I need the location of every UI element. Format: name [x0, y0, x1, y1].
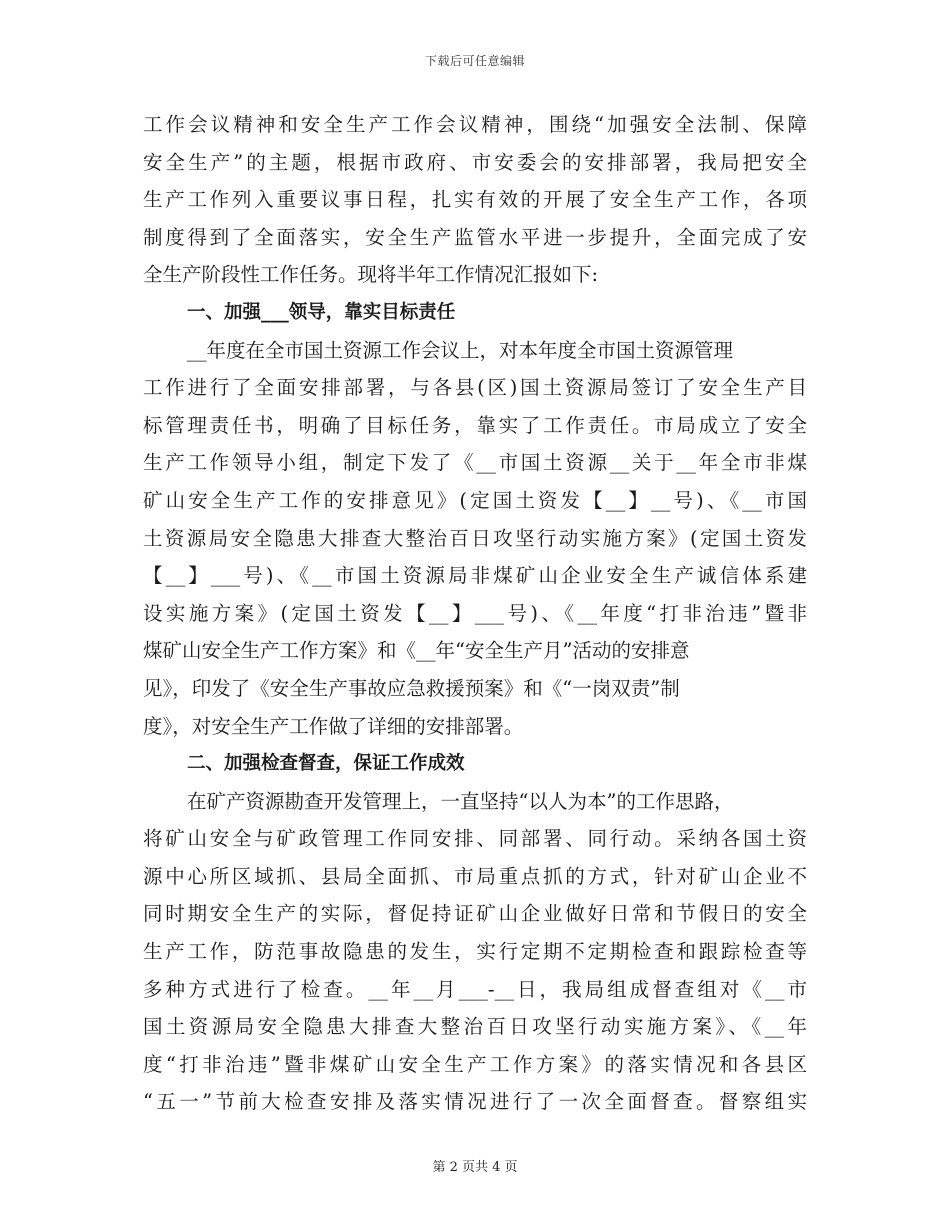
paragraph-line: 多种方式进行了检查。__年__月___-__日，我局组成督查组对《__市	[143, 977, 807, 1001]
paragraph-line: 标管理责任书，明确了目标任务，靠实了工作责任。市局成立了安全	[143, 413, 807, 437]
paragraph-line: 矿山安全生产工作的安排意见》(定国土资发【__】__号)、《__市国	[143, 488, 807, 512]
paragraph-line: 【__】___号)、《__市国土资源局非煤矿山企业安全生产诚信体系建	[143, 564, 807, 588]
paragraph-line: 生产工作，防范事故隐患的发生，实行定期不定期检查和跟踪检查等	[143, 940, 807, 964]
paragraph-line: 生产工作领导小组，制定下发了《__市国土资源__关于__年全市非煤	[143, 451, 807, 475]
paragraph-line: 度“打非治违”暨非煤矿山安全生产工作方案》的落实情况和各县区	[143, 1052, 807, 1076]
paragraph-line: 度》，对安全生产工作做了详细的安排部署。	[143, 714, 524, 738]
paragraph-line: 工作会议精神和安全生产工作会议精神，围绕“加强安全法制、保障	[143, 113, 807, 136]
paragraph-line: 工作进行了全面安排部署，与各县(区)国土资源局签订了安全生产目	[143, 376, 807, 400]
page-footer: 第 2 页共 4 页	[432, 1160, 518, 1175]
section-heading: 二、加强检查督查，保证工作成效	[187, 753, 465, 775]
paragraph-line: 同时期安全生产的实际，督促持证矿山企业做好日常和节假日的安全	[143, 902, 807, 926]
section-heading: 一、加强___领导，靠实目标责任	[187, 301, 456, 323]
page-header: 下载后可任意编辑	[424, 54, 525, 68]
paragraph-line: 生产工作列入重要议事日程，扎实有效的开展了安全生产工作，各项	[143, 188, 807, 212]
paragraph-line: 源中心所区域抓、县局全面抓、市局重点抓的方式，针对矿山企业不	[143, 864, 807, 888]
paragraph-line: 设实施方案》(定国土资发【__】___号)、《__年度“打非治违”暨非	[143, 601, 807, 625]
paragraph-line: 将矿山安全与矿政管理工作同安排、同部署、同行动。采纳各国土资	[143, 827, 807, 851]
paragraph-line: 煤矿山安全生产工作方案》和《__年“安全生产月”活动的安排意	[143, 639, 690, 663]
paragraph-line: 全生产阶段性工作任务。现将半年工作情况汇报如下:	[143, 263, 599, 287]
paragraph-line: 在矿产资源勘查开发管理上，一直坚持“以人为本”的工作思路，	[187, 789, 734, 813]
paragraph-line: 制度得到了全面落实，安全生产监管水平进一步提升，全面完成了安	[143, 225, 807, 249]
paragraph-line: __年度在全市国土资源工作会议上，对本年度全市国土资源管理	[187, 338, 734, 362]
paragraph-line: 国土资源局安全隐患大排查大整治百日攻坚行动实施方案》、《__年	[143, 1015, 807, 1039]
paragraph-line: 土资源局安全隐患大排查大整治百日攻坚行动实施方案》(定国土资发	[143, 526, 807, 550]
paragraph-line: “五一”节前大检查安排及落实情况进行了一次全面督查。督察组实	[143, 1090, 807, 1114]
paragraph-line: 见》，印发了《安全生产事故应急救援预案》和《“一岗双责”制	[143, 676, 680, 700]
document-body	[143, 106, 807, 1121]
paragraph-line: 安全生产”的主题，根据市政府、市安委会的安排部署，我局把安全	[143, 150, 807, 174]
